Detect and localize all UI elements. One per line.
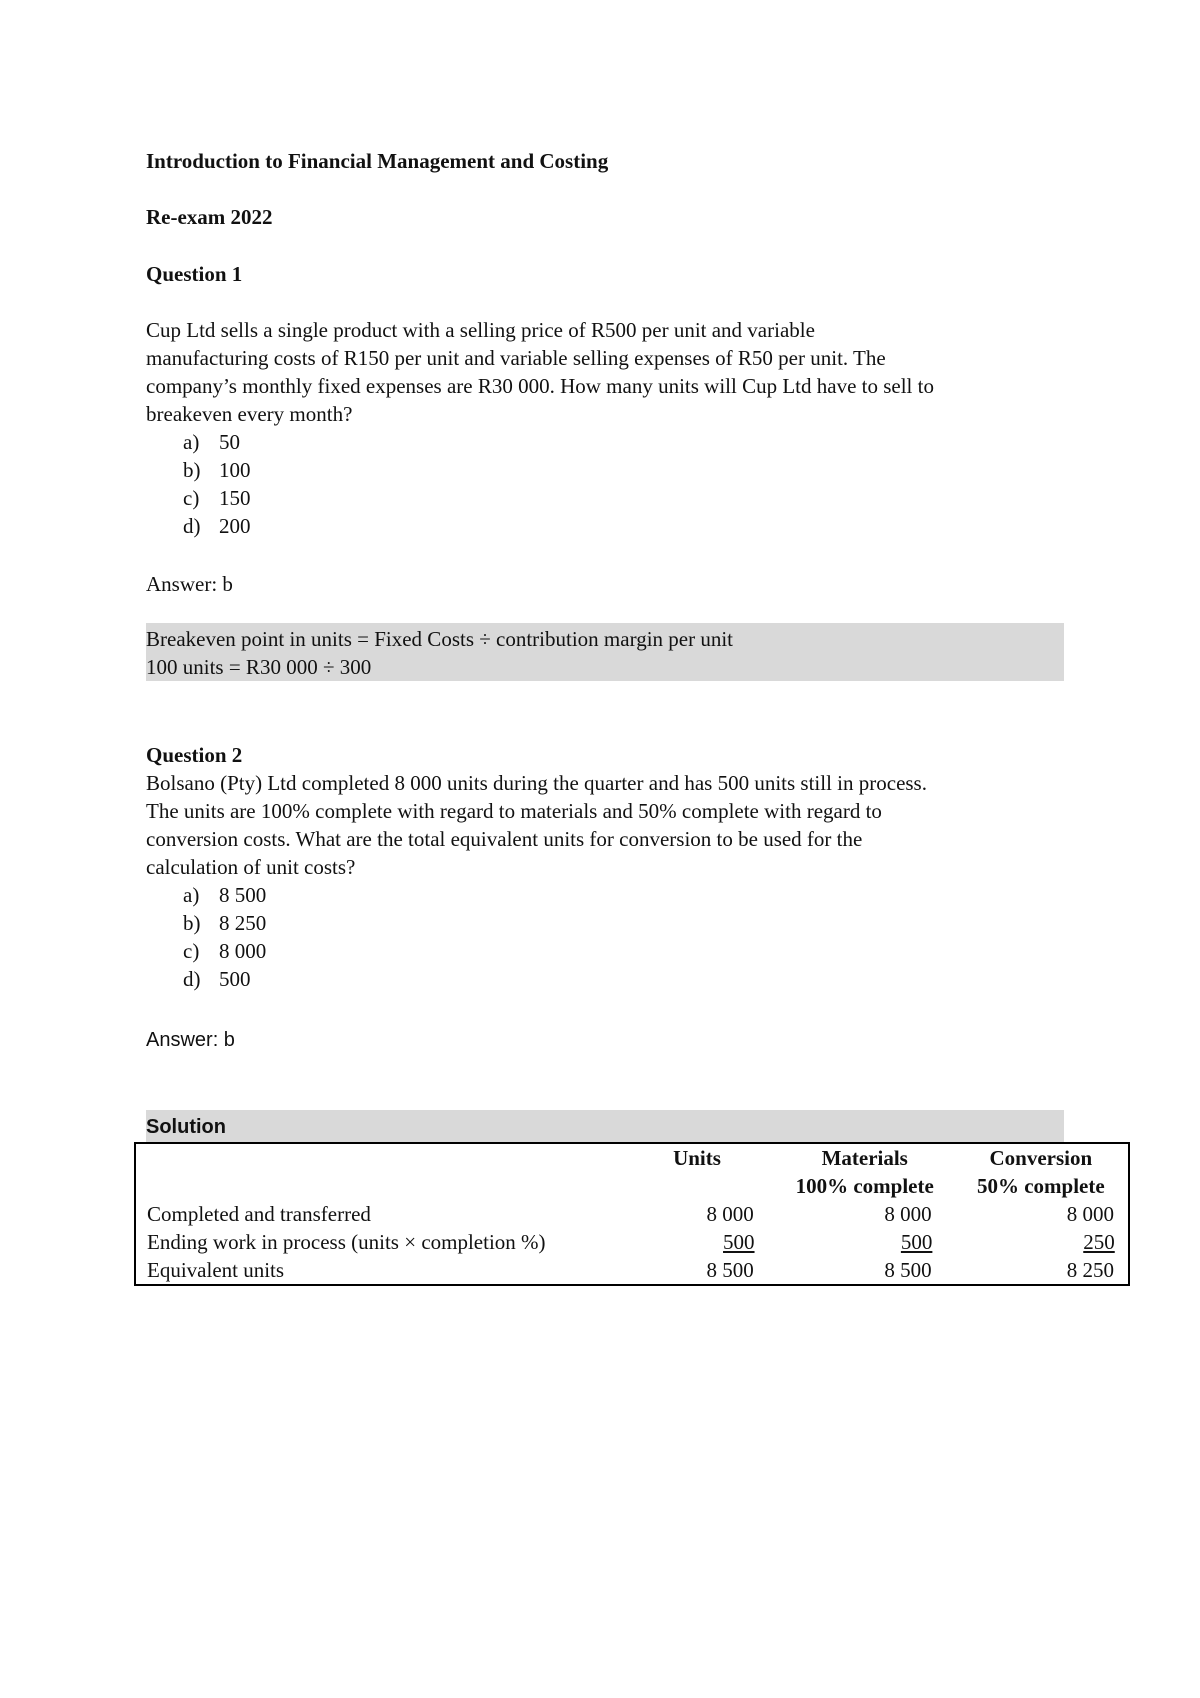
question-2-text-line: calculation of unit costs? — [146, 855, 356, 879]
solution-bar — [146, 1110, 1064, 1142]
question-2-option: b) 8 250 — [183, 911, 267, 935]
cell-conversion: 250 — [1083, 1230, 1115, 1254]
cell-materials: 8 000 — [884, 1202, 932, 1226]
question-1-text-line: manufacturing costs of R150 per unit and variable selling expenses of R50 per unit. The — [146, 346, 886, 370]
question-2-text-line: conversion costs. What are the total equivalent units for conversion to be used for the — [146, 827, 863, 851]
question-2-answer: Answer: b — [146, 1029, 235, 1051]
question-1-text-line: breakeven every month? — [146, 402, 353, 426]
question-2-option: a) 8 500 — [183, 883, 267, 907]
cell-units: 8 500 — [706, 1258, 754, 1282]
row-label: Completed and transferred — [147, 1202, 371, 1226]
question-2-text-line: The units are 100% complete with regard to materials and 50% complete with regard to — [146, 799, 882, 823]
question-1-option: c) 150 — [183, 486, 251, 510]
cell-conversion: 8 000 — [1066, 1202, 1114, 1226]
question-1-options — [183, 428, 251, 540]
solution-table — [134, 1142, 1130, 1286]
row-label: Equivalent units — [147, 1258, 285, 1282]
table-row — [135, 1228, 1129, 1256]
header-materials: Materials — [821, 1146, 908, 1170]
table-header-row — [135, 1172, 1129, 1200]
question-1-text-line: company’s monthly fixed expenses are R30 000. How many units will Cup Ltd have to sell to — [146, 374, 934, 398]
cell-units: 500 — [723, 1230, 755, 1254]
question-1-answer: Answer: b — [146, 572, 233, 596]
cell-materials: 8 500 — [884, 1258, 932, 1282]
document-title: Introduction to Financial Management and Costing — [146, 149, 609, 173]
table-row — [135, 1200, 1129, 1228]
row-label: Ending work in process (units × completion %) — [147, 1230, 546, 1254]
cell-materials: 500 — [900, 1230, 933, 1254]
header-conversion: Conversion — [989, 1146, 1093, 1170]
cell-conversion: 8 250 — [1066, 1258, 1114, 1282]
header-units: Units — [673, 1146, 721, 1170]
formula-line: Breakeven point in units = Fixed Costs ÷ contribution margin per unit — [146, 627, 734, 651]
question-1-heading: Question 1 — [146, 262, 243, 286]
question-2-heading: Question 2 — [146, 743, 243, 767]
solution-label: Solution — [146, 1116, 226, 1138]
question-2-option: d) 500 — [183, 967, 251, 991]
document-subtitle: Re-exam 2022 — [146, 205, 273, 229]
formula-line: 100 units = R30 000 ÷ 300 — [146, 655, 372, 679]
header-materials-complete: 100% complete — [795, 1174, 934, 1198]
table-row — [135, 1256, 1129, 1285]
cell-units: 8 000 — [706, 1202, 754, 1226]
header-conversion-complete: 50% complete — [976, 1174, 1105, 1198]
question-2-option: c) 8 000 — [183, 939, 267, 963]
question-1-option: d) 200 — [183, 514, 251, 538]
question-1-option: b) 100 — [183, 458, 251, 482]
question-2-text-line: Bolsano (Pty) Ltd completed 8 000 units during the quarter and has 500 units still in process. — [146, 771, 927, 795]
question-1-text-line: Cup Ltd sells a single product with a selling price of R500 per unit and variable — [146, 318, 815, 342]
table-header-row — [135, 1143, 1129, 1172]
question-1-option: a) 50 — [183, 430, 240, 454]
question-2-options — [183, 881, 266, 993]
